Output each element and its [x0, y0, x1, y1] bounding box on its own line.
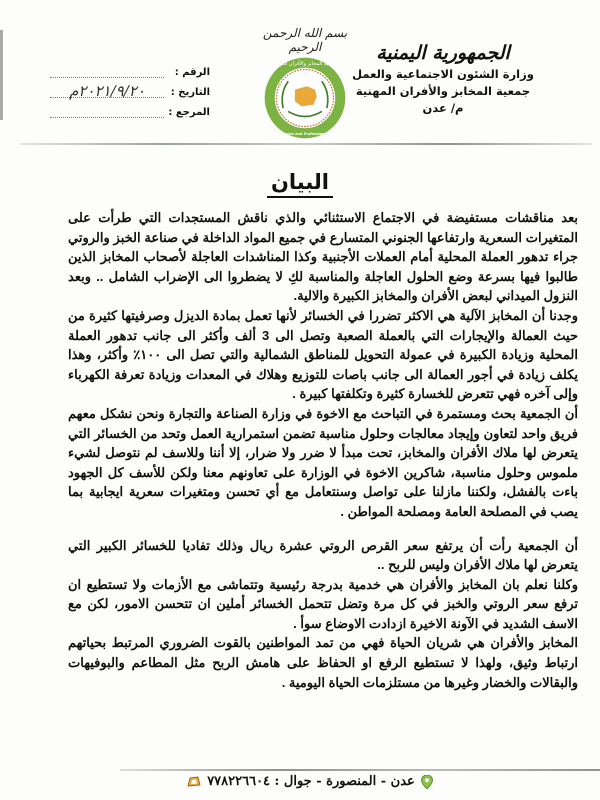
seal-map-shape	[295, 86, 317, 106]
reference-label: المرجع :	[168, 107, 210, 118]
letterhead-right	[348, 40, 538, 117]
reference-value	[50, 105, 164, 118]
statement-body	[68, 208, 578, 692]
scan-edge-artifact	[0, 30, 3, 120]
association-mark-icon	[187, 776, 201, 788]
date-label: التاريخ :	[170, 87, 210, 98]
statement-title: البيان	[267, 168, 333, 198]
seal-ring-text-en: The Bakeries and Professional Ovens	[268, 131, 342, 136]
reference-row	[50, 98, 210, 118]
paragraph: المخابز والأفران هي شريان الحياة فهي من تمد المواطنين بالقوت الضروري المرتبط بحياتهم ارتباط وثيق، ولهذا لا تستطيع الرفع او الحفاظ على هامش الربح مثل المطاعم والبوفيهات والبقالات والخضار وغيرها من مستلزمات الحياة اليومية .	[68, 635, 578, 690]
ministry-name: وزارة الشئون الاجتماعية والعمل	[352, 67, 534, 81]
association-name: جمعية المخابز والأفران المهنية	[355, 84, 531, 98]
paragraph: بعد مناقشات مستفيضة في الاجتماع الاستثنائي والذي ناقش المستجدات التي طرأت على المتغيرات السعرية وارتفاعها الجنوني المتسارع في جميع المواد الداخلة في صناعة الخبز والروتي جراء تدهور العملة المحلية أمام العملات الأجنبية وكذا المناشدات العاجلة لأصحاب المخابز الذين طالبوا فيها بسرعة وضع الحلول العاجلة والمناسبة لكِ لا يضطروا الى الإضراب الشامل .. وبعد النزول الميداني لبعض الأفران والمخابز الكبيرة والالية.	[68, 210, 578, 304]
statement-title-wrap	[0, 168, 600, 198]
date-value: ٢٠٢١/٩/٢٠م	[50, 85, 164, 98]
paragraph: وكلنا نعلم بان المخابز والأفران هي خدمية بدرجة رئيسية وتتماشى مع الأزمات ولا تستطيع ان ترفع سعر الروتي والخبز في كل مرة وتضل تتحمل الخسائر أملين ان تتحسن الامور، لكن مع الاسف الشديد في الآونة الاخيرة ازدادت الاوضاع سوأ .	[68, 576, 578, 631]
paragraph: وجدنا أن المخابز الآلية هي الاكثر تضررا في الخسائر لأنها تعمل بمادة الديزل وصرفيتها كثيرة من حيث العمالة والإيجارات التي بالعملة الصعبة وتصل الى 3 ألف وأكثر الى جانب تدهور العملة المحلية وزيادة الكبيرة في عمولة التحويل للمناطق الشمالية والتي تصل الى ١٠٠٪ وأكثر، وهذا يكلف زيادة في أجور العمالة الى جانب باصات للتوزيع وهلاك في المعدات وزيادة تعرفة الكهرباء وإلى آخره فهي تتعرض للخسارة كثيرة وتكلفتها كبيرة .	[68, 307, 579, 402]
republic-name: الجمهورية اليمنية	[376, 42, 510, 64]
date-row	[50, 78, 210, 98]
map-pin-icon	[421, 775, 433, 789]
basmala: بسم الله الرحمن الرحيم	[262, 26, 348, 54]
number-row	[50, 58, 210, 78]
seal-ring-text-ar: جمعية المخابز والأفران المهنية	[273, 61, 337, 68]
number-label: الرقم :	[174, 67, 210, 78]
paragraph: أن الجمعية بحث ومستمرة في التباحث مع الاخوة في وزارة الصناعة والتجارة ونحن نشكل معهم فريق واحد لتعاون وإيجاد معالجات وحلول مناسبة تضمن استمرارية العمل وتحد من الخسائر التي يتعرض لها ملاك الأفران والمخابز، تحت مبدأ لا ضرر ولا ضرار، إلا أننا وللاسف لم نتوصل لشيء ملموس وحلول مناسبة، شاكرين الاخوة في الوزارة على تعاونهم معنا ولكن للأسف كل الجهود باءت بالفشل، ولكننا مازلنا على تواصل وسنتعامل مع أي تحسن ومتغيرات سعرية ايجابية بما يصب في المصلحة العامة ومصلحة المواطن .	[68, 405, 578, 519]
association-seal-icon	[263, 56, 347, 140]
city-name: م/ عدن	[422, 101, 464, 115]
reference-block	[50, 58, 210, 118]
footer-divider	[120, 769, 600, 771]
paragraph: أن الجمعية رأت أن يرتفع سعر القرص الروتي عشرة ريال وذلك تفاديا للخسائر الكبير التي يتعرض لها ملاك الأفران وليس للربح ..	[68, 537, 578, 573]
footer-contact	[130, 774, 490, 789]
footer-address: عدن - المنصورة - جوال : ٧٧٨٢٢٦٦٠٤	[207, 774, 415, 789]
header-divider	[20, 143, 592, 145]
number-value	[50, 65, 164, 78]
